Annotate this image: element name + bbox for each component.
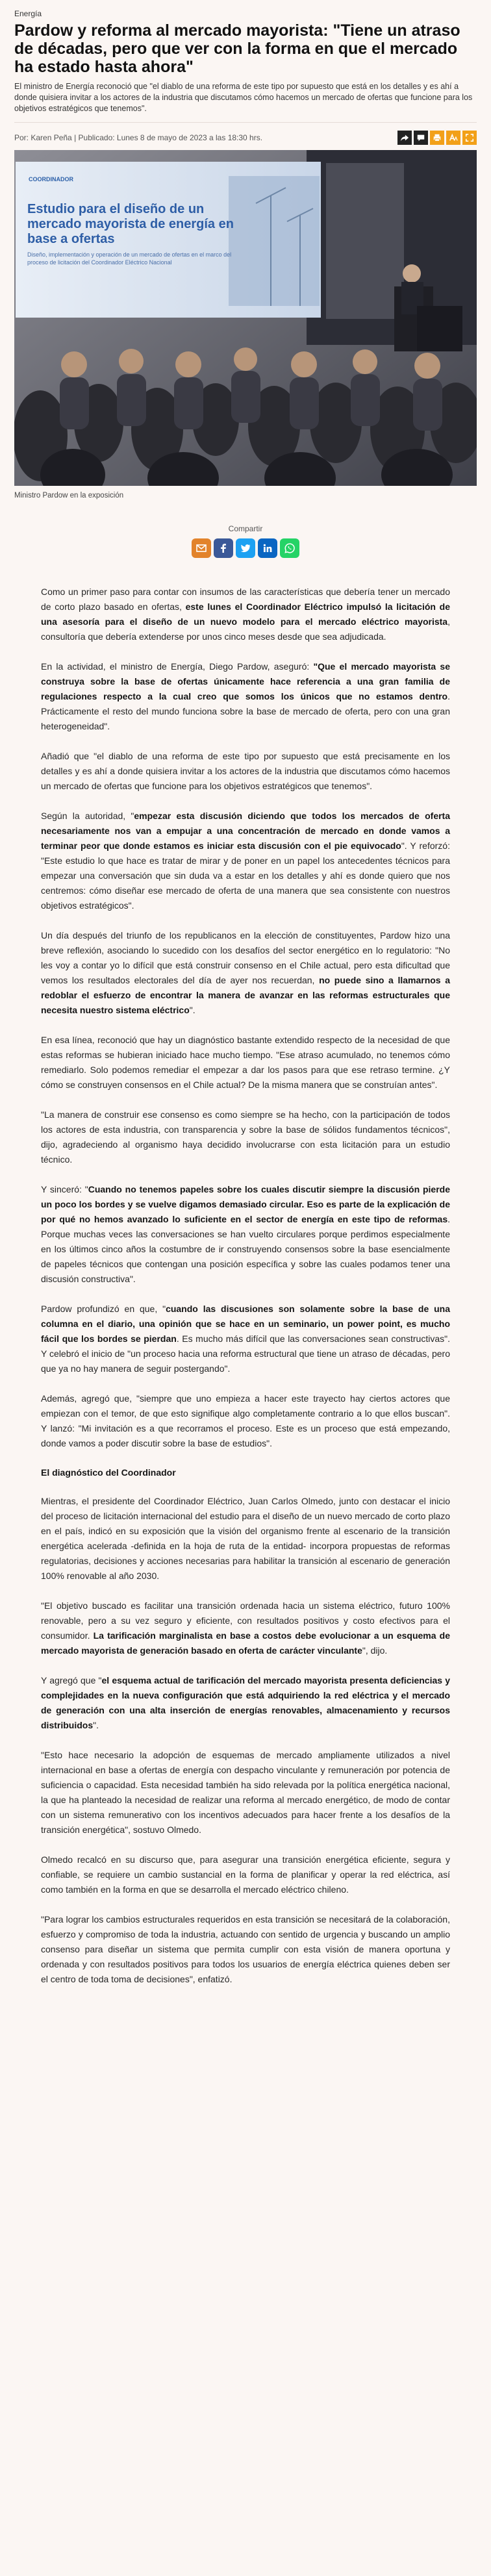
print-icon[interactable]: [430, 131, 444, 145]
section-label[interactable]: Energía: [14, 9, 42, 18]
text-run: ", dijo.: [362, 1645, 388, 1656]
comment-icon[interactable]: [414, 131, 428, 145]
text-run: . Porque muchas veces las conversaciones se han vuelto circulares porque perdimos especialmente en los últimos cinco años la costumbre de ir construyendo consensos sobre la base esencialmente de papeles técnicos que contengan una posición específica y sobre las cuales podamos tener una discusión constructiva".: [41, 1214, 450, 1284]
divider: [14, 122, 477, 123]
text-run: Como un primer paso para contar con insumos de las características que debería tener un mercado de corto plazo basado en ofertas,: [41, 587, 450, 612]
byline-row: [14, 131, 477, 145]
share-icons: [14, 538, 477, 558]
paragraph: Mientras, el presidente del Coordinador Eléctrico, Juan Carlos Olmedo, junto con destacar el inicio del proceso de licitación internacional del estudio para el diseño de un nuevo mercado de corto plazo en el país, indicó en su exposición que la visión del organismo frente al escenario de la transición energética acelerada -definida en la hoja de ruta de la entidad- incorpora propuestas de reformas regulatorias, decisiones y acciones necesarias para habilitar la transición al escenario de generación 100% renovable al año 2030.: [41, 1496, 450, 1581]
bold-run: Cuando no tenemos papeles sobre los cuales discutir siempre la discusión pierde un poco los bordes y se vuelve digamos demasiado circular. Eso es parte de la explicación de por qué no hemos avanzado lo suficiente en el sector de energía en este tipo de reformas: [41, 1184, 450, 1224]
subheading: El diagnóstico del Coordinador: [41, 1467, 176, 1478]
paragraph: En esa línea, reconoció que hay un diagnóstico bastante extendido respecto de la necesidad de que estas reformas se hubieran iniciado hace mucho tiempo. "Ese atraso acumulado, no tenemos cómo remediarlo. Solo podemos remediar el empezar a dar los pasos para que ese retraso termine. ¿Y cómo se construyen consensos en el Chile actual? De la misma manera que se construían antes".: [41, 1035, 450, 1090]
text-size-icon[interactable]: [446, 131, 460, 145]
bold-run: "Que el mercado mayorista se construya sobre la base de ofertas únicamente hace referencia a una gran familia de regulaciones respecto a la cual creo que somos los únicos que no estamos dentro: [41, 661, 450, 701]
bold-run: no puede sino a llamarnos a redoblar el esfuerzo de encontrar la manera de avanzar en las reformas estructurales que necesita nuestro sistema eléctrico: [41, 975, 450, 1015]
slide-body: Diseño, implementación y operación de un mercado de ofertas en el marco del proceso de licitación del Coordinador Eléctrico Nacional: [27, 251, 232, 266]
text-run: ".: [189, 1005, 195, 1015]
text-run: ". Y reforzó: "Este estudio lo que hace es tratar de mirar y de poner en un papel los antecedentes técnicos para empezar una conversación que sin duda va a estar en los detalles y ahí es donde quiero que nos centremos: cómo diseñar ese mercado de oferta de una manera que sea consistente con nuestros objetivos estratégicos".: [41, 840, 450, 911]
slide-brand: COORDINADOR: [29, 176, 73, 183]
paragraph: "Para lograr los cambios estructurales requeridos en esta transición se necesitará de la colaboración, esfuerzo y compromiso de toda la industria, actuando con sentido de urgencia y buscando un amplio consenso para diseñar un sistema que permita cumplir con esta visión de manera oportuna y ordenada y con resultados positivos para todos los usuarios de energía eléctrica quienes deben ser el centro de toda toma de decisiones", enfatizó.: [41, 1914, 450, 1984]
paragraph: [41, 1673, 450, 1733]
text-run: , consultoría que debería extenderse por unos cinco meses desde que sea adjudicada.: [41, 616, 450, 642]
byline-separator: |: [71, 133, 79, 142]
bold-run: La tarificación marginalista en base a costos debe evolucionar a un esquema de mercado mayorista de generación basado en oferta de carácter vinculante: [41, 1630, 451, 1656]
paragraph: [41, 659, 450, 734]
headline: Pardow y reforma al mercado mayorista: "Tiene un atraso de décadas, pero que ver con la forma en que el mercado ha estado hasta ahora": [14, 21, 460, 76]
twitter-icon[interactable]: [236, 538, 255, 558]
article-tools: [397, 131, 477, 145]
paragraph: Además, agregó que, "siempre que uno empieza a hacer este trayecto hay ciertos actores que empiezan con el temor, de que esto signifique algo completamente contrario a lo que ellos buscan". Y lanzó: "Mi invitación es a que recorramos el proceso. Este es un proceso que está empezando, donde vamos a poder discutir sobre la base de estudios".: [41, 1393, 450, 1448]
paragraph: "La manera de construir ese consenso es como siempre se ha hecho, con la participación de todos los actores de esta industria, con transparencia y sobre la base de sólidos fundamentos técnicos", dijo, agradeciendo al organismo haya decidido involucrarse con esta licitación para un estudio técnico.: [41, 1109, 450, 1165]
linkedin-icon[interactable]: [258, 538, 277, 558]
text-run: Y sinceró: ": [41, 1184, 88, 1194]
byline: [14, 133, 262, 142]
share-label: Compartir: [228, 524, 263, 533]
paragraph: [41, 585, 450, 644]
paragraph: "Esto hace necesario la adopción de esquemas de mercado ampliamente utilizados a nivel internacional en base a ofertas de energía con despacho vinculante y remuneración por potencia de suficiencia o capacidad. Esta necesidad también ha sido relevada por la política energética nacional, la que ha planteado la necesidad de realizar una reforma al mercado energético, de modo de contar con un sistema remunerativo con los incentivos adecuados para hacer frente a los desafíos de la transición energética", sostuvo Olmedo.: [41, 1750, 450, 1835]
paragraph: [41, 928, 450, 1018]
bold-run: cuando las discusiones son solamente sobre la base de una columna en el diario, una opinión que se hace en un seminario, un power point, es mucho fácil que los bordes se pierdan: [41, 1304, 450, 1344]
author: Por: Karen Peña: [14, 133, 72, 142]
text-run: En la actividad, el ministro de Energía, Diego Pardow, aseguró:: [41, 661, 314, 672]
paragraph: Olmedo recalcó en su discurso que, para asegurar una transición energética eficiente, segura y confiable, se requiere un cambio sustancial en la forma de planificar y operar la red eléctrica, así como también en la forma en que se desarrolla el mercado eléctrico chileno.: [41, 1854, 450, 1895]
text-run: Y agregó que ": [41, 1675, 102, 1686]
bold-run: el esquema actual de tarificación del mercado mayorista presenta deficiencias y complejidades en la nueva configuración que está adquiriendo la red eléctrica y el mercado de generación con una alta inserción de energías renovables, almacenamiento y recursos distribuidos: [41, 1675, 450, 1730]
expand-icon[interactable]: [462, 131, 477, 145]
lead-paragraph: El ministro de Energía reconoció que "el diablo de una reforma de este tipo por supuesto que está en los detalles y es ahí a donde quisiera invitar a los actores de la industria que discutamos cómo hacemos un mercado de ofertas que funcione para los objetivos estratégicos que tenemos".: [14, 82, 473, 113]
share-box: [14, 524, 477, 558]
bold-run: este lunes el Coordinador Eléctrico impulsó la licitación de una asesoría para el diseño de un nuevo modelo para el mercado eléctrico mayorista: [41, 601, 450, 627]
article-photo: [14, 150, 477, 486]
facebook-icon[interactable]: [214, 538, 233, 558]
whatsapp-icon[interactable]: [280, 538, 299, 558]
text-run: ".: [93, 1720, 99, 1730]
email-icon[interactable]: [192, 538, 211, 558]
bold-run: empezar esta discusión diciendo que todos los mercados de oferta necesariamente nos van a empujar a una concentración de mercado en donde vamos a terminar peor que donde estamos es iniciar esta discusión con el pie equivocado: [41, 811, 450, 851]
photo-caption: Ministro Pardow en la exposición: [14, 492, 124, 499]
published-date: Publicado: Lunes 8 de mayo de 2023 a las 18:30 hrs.: [78, 133, 263, 142]
text-run: Según la autoridad, ": [41, 811, 134, 821]
paragraph: [41, 1598, 450, 1658]
paragraph: [41, 809, 450, 913]
paragraph: [41, 1302, 450, 1376]
text-run: "El objetivo buscado es facilitar una transición ordenada hacia un sistema eléctrico, futuro 100% renovable, pero a su vez seguro y eficiente, con resultados positivos y costo efectivos para el consumidor.: [41, 1600, 450, 1641]
text-run: Pardow profundizó en que, ": [41, 1304, 166, 1314]
text-run: . Prácticamente el resto del mundo funciona sobre la base de mercado de oferta, pero con una gran heterogeneidad".: [41, 691, 450, 731]
text-run: . Es mucho más difícil que las conversaciones sean constructivas". Y celebró el inicio de "un proceso hacia una reforma estructural que tiene un atraso de décadas, pero que ya no hay manera de seguir postergando".: [41, 1333, 450, 1374]
paragraph: Añadió que "el diablo de una reforma de este tipo por supuesto que está precisamente en los detalles y es ahí a donde quisiera invitar a los actores de la industria que discutamos cómo hacemos un mercado de ofertas que funcione para los objetivos estratégicos que tenemos".: [41, 751, 450, 791]
article-body: [41, 585, 450, 1987]
slide-title: Estudio para el diseño de un mercado mayorista de energía en base a ofertas: [27, 202, 234, 246]
share-arrow-icon[interactable]: [397, 131, 412, 145]
paragraph: [41, 1182, 450, 1287]
text-run: Un día después del triunfo de los republicanos en la elección de constituyentes, Pardow hizo una breve reflexión, asociando lo sucedido con los desafíos del sector energético en lo regulatorio: "No les voy a contar yo lo difícil que está construir consenso en el Chile actual, pero esta dificultad que vemos los resultados electorales del día de ayer nos recuerdan,: [41, 930, 450, 985]
